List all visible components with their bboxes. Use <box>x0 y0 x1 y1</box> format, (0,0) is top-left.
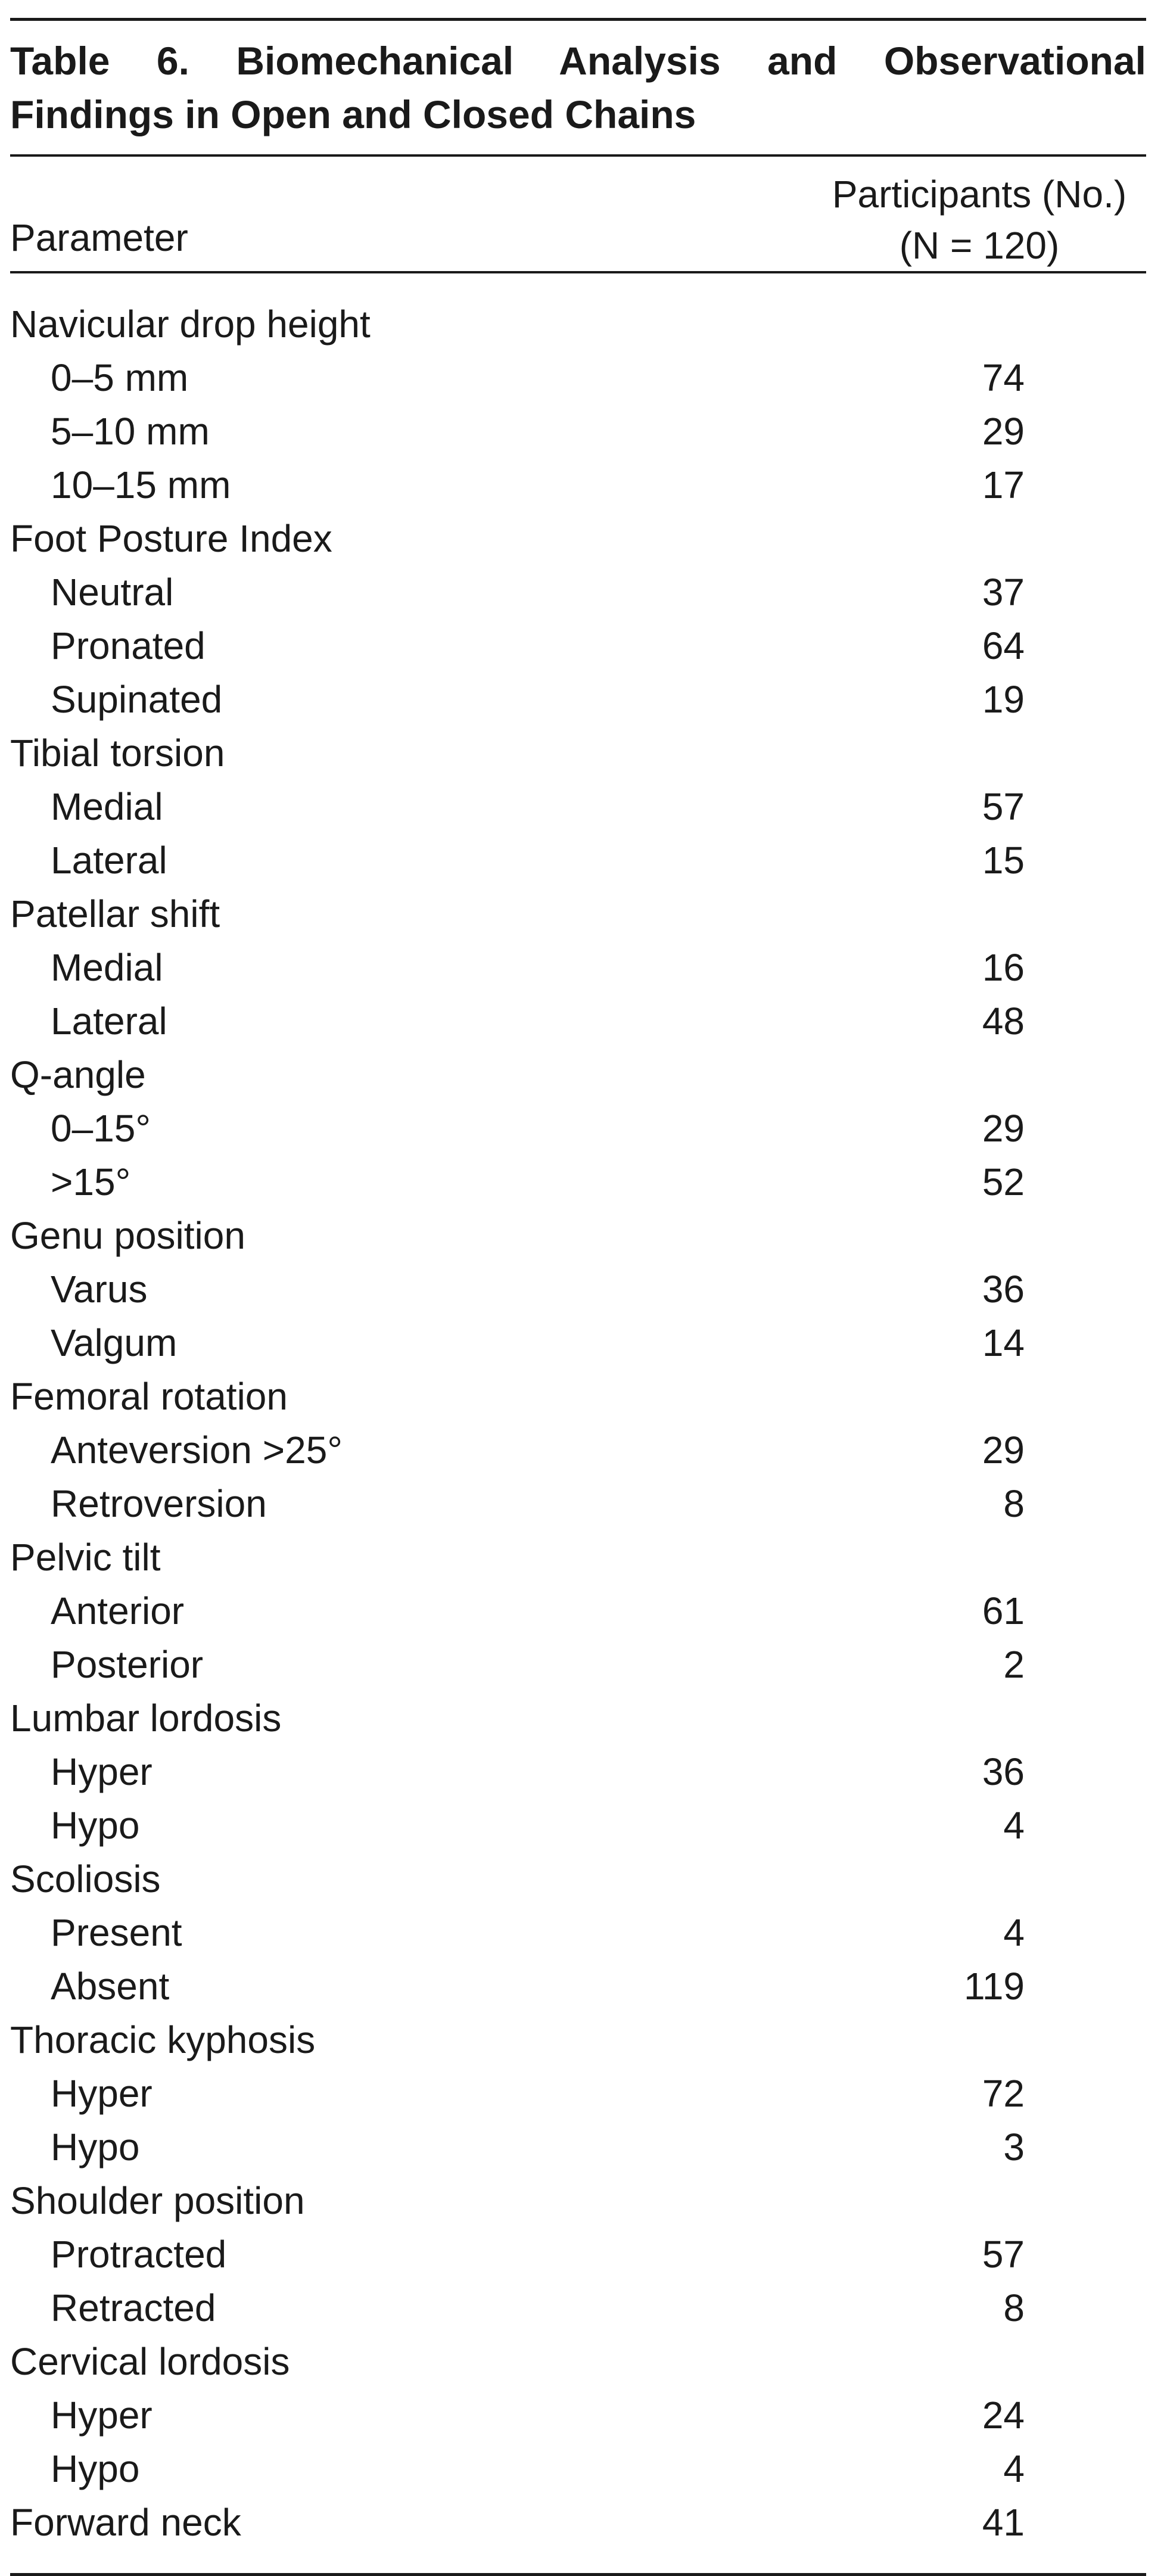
row-value: 48 <box>982 1000 1025 1043</box>
table-row-group <box>10 1691 1146 1745</box>
table-row-subitem <box>10 1477 1146 1530</box>
row-value: 15 <box>982 839 1025 882</box>
table-row-group <box>10 726 1146 780</box>
row-value: 16 <box>982 946 1025 989</box>
row-label: Retracted <box>51 2286 216 2329</box>
row-label: 0–15° <box>51 1107 151 1150</box>
row-label: Hypo <box>51 1804 140 1847</box>
row-label: Genu position <box>10 1214 245 1257</box>
row-value: 64 <box>982 624 1025 667</box>
column-header-participants-line-1: Participants (No.) <box>832 173 1127 216</box>
row-label: Supinated <box>51 678 223 721</box>
row-label: 0–5 mm <box>51 356 189 399</box>
row-value: 24 <box>982 2394 1025 2437</box>
row-label: Thoracic kyphosis <box>10 2018 316 2061</box>
column-header-participants <box>813 169 1146 271</box>
row-value: 29 <box>982 1107 1025 1150</box>
table-row-group <box>10 1209 1146 1262</box>
row-value: 41 <box>982 2501 1025 2544</box>
row-value: 119 <box>963 1965 1025 2008</box>
row-value: 8 <box>1003 2286 1025 2329</box>
table-row-group <box>10 512 1146 565</box>
table-row-subitem <box>10 2067 1146 2120</box>
table-caption <box>10 21 1146 154</box>
row-label: Protracted <box>51 2233 227 2276</box>
row-label: Anteversion >25° <box>51 1429 343 1471</box>
table-row-group <box>10 1530 1146 1584</box>
table-row-subitem <box>10 833 1146 887</box>
row-label: Anterior <box>51 1589 185 1632</box>
table-row-subitem <box>10 994 1146 1048</box>
table-row-group <box>10 1852 1146 1906</box>
table-row-group <box>10 887 1146 941</box>
row-value: 29 <box>982 410 1025 453</box>
row-value: 8 <box>1003 1482 1025 1525</box>
table-row-subitem <box>10 2227 1146 2281</box>
row-value: 3 <box>1003 2126 1025 2169</box>
row-label: >15° <box>51 1161 131 1203</box>
row-value: 2 <box>1003 1643 1025 1686</box>
row-label: Hyper <box>51 1750 152 1793</box>
table-row-subitem <box>10 780 1146 833</box>
row-label: Hyper <box>51 2394 152 2437</box>
row-label: Pelvic tilt <box>10 1536 161 1579</box>
table-row-group <box>10 297 1146 351</box>
row-label: Present <box>51 1911 182 1954</box>
table-row-subitem <box>10 1799 1146 1852</box>
table-row-subitem <box>10 2281 1146 2335</box>
row-label: Neutral <box>51 571 174 614</box>
column-header-participants-line-2: (N = 120) <box>899 224 1060 267</box>
table-row-subitem <box>10 1959 1146 2013</box>
table-row-subitem <box>10 619 1146 673</box>
row-label: Navicular drop height <box>10 303 371 346</box>
column-header-parameter: Parameter <box>10 216 188 259</box>
row-label: Posterior <box>51 1643 204 1686</box>
table-row-subitem <box>10 941 1146 994</box>
caption-line-2: Findings in Open and Closed Chains <box>10 92 696 136</box>
row-label: Lateral <box>51 1000 167 1043</box>
row-label: Pronated <box>51 624 206 667</box>
row-value: 19 <box>982 678 1025 721</box>
row-value: 57 <box>982 2233 1025 2276</box>
row-label: Forward neck <box>10 2501 241 2544</box>
row-label: Hypo <box>51 2447 140 2490</box>
table-row-subitem <box>10 1262 1146 1316</box>
table-row-subitem <box>10 1423 1146 1477</box>
table-row-subitem <box>10 458 1146 512</box>
table-row-group <box>10 1048 1146 1102</box>
table-row-subitem <box>10 1745 1146 1799</box>
row-label: Hypo <box>51 2126 140 2169</box>
table-row-group <box>10 2174 1146 2227</box>
table-bottom-rule <box>10 2573 1146 2576</box>
table-row-subitem <box>10 1316 1146 1370</box>
row-label: Q-angle <box>10 1053 146 1096</box>
row-label: Retroversion <box>51 1482 267 1525</box>
row-label: Foot Posture Index <box>10 517 332 560</box>
row-label: Lumbar lordosis <box>10 1697 282 1740</box>
row-value: 4 <box>1003 1911 1025 1954</box>
row-label: Femoral rotation <box>10 1375 288 1418</box>
row-label: Scoliosis <box>10 1858 161 1900</box>
row-label: 5–10 mm <box>51 410 210 453</box>
table-row-subitem <box>10 2120 1146 2174</box>
table-body <box>10 273 1146 2573</box>
row-value: 17 <box>982 463 1025 506</box>
row-value: 61 <box>982 1589 1025 1632</box>
table-row-subitem <box>10 673 1146 726</box>
row-value: 74 <box>982 356 1025 399</box>
table-row-subitem <box>10 1906 1146 1959</box>
row-value: 4 <box>1003 1804 1025 1847</box>
table-row-subitem <box>10 1584 1146 1638</box>
row-label: Shoulder position <box>10 2179 305 2222</box>
row-value: 29 <box>982 1429 1025 1471</box>
table-header <box>10 157 1146 271</box>
table-row-subitem <box>10 1638 1146 1691</box>
table-row-group <box>10 2496 1146 2549</box>
row-label: Hyper <box>51 2072 152 2115</box>
row-label: Tibial torsion <box>10 732 225 774</box>
table-row-subitem <box>10 565 1146 619</box>
row-label: Medial <box>51 785 163 828</box>
row-label: Varus <box>51 1268 148 1311</box>
row-label: Absent <box>51 1965 170 2008</box>
row-value: 36 <box>982 1750 1025 1793</box>
table-row-group <box>10 2013 1146 2067</box>
table-row-subitem <box>10 351 1146 405</box>
table-row-subitem <box>10 1155 1146 1209</box>
row-label: Valgum <box>51 1321 178 1364</box>
table-row-subitem <box>10 2388 1146 2442</box>
row-value: 72 <box>982 2072 1025 2115</box>
row-label: Patellar shift <box>10 892 220 935</box>
row-label: Medial <box>51 946 163 989</box>
row-value: 52 <box>982 1161 1025 1203</box>
row-value: 4 <box>1003 2447 1025 2490</box>
data-table <box>10 18 1146 2576</box>
row-value: 14 <box>982 1321 1025 1364</box>
table-row-group <box>10 1370 1146 1423</box>
table-row-group <box>10 2335 1146 2388</box>
row-value: 36 <box>982 1268 1025 1311</box>
row-value: 57 <box>982 785 1025 828</box>
row-value: 37 <box>982 571 1025 614</box>
row-label: 10–15 mm <box>51 463 231 506</box>
table-row-subitem <box>10 2442 1146 2496</box>
row-label: Cervical lordosis <box>10 2340 290 2383</box>
table-row-subitem <box>10 1102 1146 1155</box>
row-label: Lateral <box>51 839 167 882</box>
table-row-subitem <box>10 405 1146 458</box>
caption-line-1: Table 6. Biomechanical Analysis and Observational <box>10 39 1146 83</box>
